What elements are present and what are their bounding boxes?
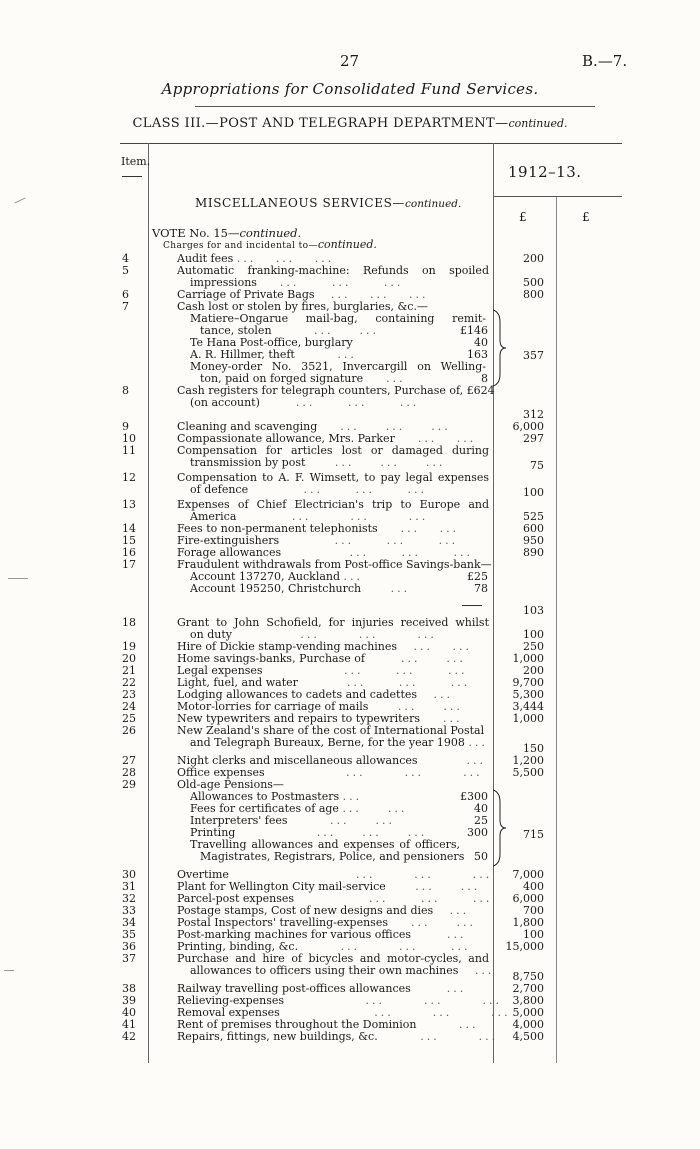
item-description: Forage allowances ... ... ... [177, 546, 474, 559]
currency-symbol-total: £ [582, 210, 590, 224]
sub-item: Account 195250, Christchurch ... [190, 582, 411, 595]
item-description: Cleaning and scavenging ... ... ... [177, 420, 451, 433]
item-amount: 1,200 [512, 754, 544, 767]
item-description-cont: impressions ... ... ... [190, 276, 404, 289]
margin-mark [8, 578, 28, 579]
item-number: 22 [122, 676, 136, 689]
item-amount: 100 [523, 486, 544, 499]
item-description: Light, fuel, and water ... ... ... [177, 676, 471, 689]
item-number: 7 [122, 300, 129, 313]
item-number: 18 [122, 616, 136, 629]
sub-amount: £300 [460, 790, 488, 803]
item-description: Printing, binding, &c. ... ... ... [177, 940, 471, 953]
item-number: 21 [122, 664, 136, 677]
item-number: 14 [122, 522, 136, 535]
sub-item: Travelling allowances and expenses of officers, [190, 838, 460, 851]
item-amount: 500 [523, 276, 544, 289]
item-description: Purchase and hire of bicycles and motor-cycles, and [177, 952, 489, 965]
item-description: Automatic franking-machine: Refunds on spoiled [177, 264, 489, 277]
item-description: Repairs, fittings, new buildings, &c. ... ... [177, 1030, 499, 1043]
sub-item: Allowances to Postmasters ... [190, 790, 363, 803]
item-number: 13 [122, 498, 136, 511]
item-amount: 4,000 [512, 1018, 544, 1031]
item-description: Relieving-expenses ... ... ... [177, 994, 502, 1007]
item-number: 42 [122, 1030, 136, 1043]
item-amount: 4,500 [512, 1030, 544, 1043]
item-number: 26 [122, 724, 136, 737]
sub-amount: 78 [474, 582, 488, 595]
item-number: 6 [122, 288, 129, 301]
item-description: Compensation for articles lost or damaged during [177, 444, 489, 457]
item-number: 11 [122, 444, 136, 457]
item-amount: 6,000 [512, 420, 544, 433]
item-amount: 75 [530, 459, 544, 472]
sub-item: Interpreters' fees ... ... [190, 814, 395, 827]
vote-heading-text: VOTE No. 15— [152, 226, 240, 240]
item-number: 38 [122, 982, 136, 995]
item-description: Fire-extinguishers ... ... ... [177, 534, 459, 547]
item-number: 15 [122, 534, 136, 547]
item-number: 40 [122, 1006, 136, 1019]
charges-heading-text: Charges for and incidental to— [163, 241, 318, 251]
item-description-cont: (on account) ... ... ... [190, 396, 420, 409]
item-number: 4 [122, 252, 129, 265]
charges-heading [163, 238, 377, 251]
item-amount: 250 [523, 640, 544, 653]
item-amount: 1,000 [512, 712, 544, 725]
item-number: 25 [122, 712, 136, 725]
item-description: Old-age Pensions— [177, 778, 284, 791]
item-amount: 890 [523, 546, 544, 559]
item-description: Audit fees ... ... ... [177, 252, 335, 265]
item-description: Railway travelling post-offices allowances ... [177, 982, 467, 995]
item-amount: 103 [523, 604, 544, 617]
section-title [195, 196, 461, 210]
item-description: Fraudulent withdrawals from Post-office Savings-bank— [177, 558, 492, 571]
item-amount: 600 [523, 522, 544, 535]
item-description: Compassionate allowance, Mrs. Parker ... ... [177, 432, 477, 445]
item-amount: 100 [523, 628, 544, 641]
item-description-cont: allowances to officers using their own machines ... [190, 964, 495, 977]
item-number: 20 [122, 652, 136, 665]
item-amount: 400 [523, 880, 544, 893]
item-number: 16 [122, 546, 136, 559]
item-amount: 800 [523, 288, 544, 301]
total-column-rule [556, 197, 557, 1063]
item-description: Legal expenses ... ... ... [177, 664, 468, 677]
item-amount: 700 [523, 904, 544, 917]
item-number: 34 [122, 916, 136, 929]
item-amount: 7,000 [512, 868, 544, 881]
charges-heading-continued: continued. [317, 238, 377, 251]
item-description: Postage stamps, Cost of new designs and dies ... [177, 904, 470, 917]
item-amount: 9,700 [512, 676, 544, 689]
item-amount: 2,700 [512, 982, 544, 995]
item-amount: 1,800 [512, 916, 544, 929]
item-number: 17 [122, 558, 136, 571]
item-description: New Zealand's share of the cost of International Postal [177, 724, 485, 737]
item-description: Cash lost or stolen by fires, burglaries, &c.— [177, 300, 428, 313]
item-amount: 297 [523, 432, 544, 445]
item-number: 39 [122, 994, 136, 1007]
item-number: 41 [122, 1018, 136, 1031]
subtotal-rule [462, 605, 482, 606]
item-amount: 525 [523, 510, 544, 523]
page-title: Appropriations for Consolidated Fund Services. [161, 80, 539, 98]
item-number: 8 [122, 384, 129, 397]
sub-item: Fees for certificates of age ... ... [190, 802, 408, 815]
year-header-rule [493, 196, 622, 197]
item-number: 31 [122, 880, 136, 893]
section-title-text: MISCELLANEOUS SERVICES— [195, 196, 405, 210]
item-amount: 5,500 [512, 766, 544, 779]
sub-amount: £25 [467, 570, 488, 583]
sub-item-cont: ton, paid on forged signature ... [200, 372, 406, 385]
item-description: Hire of Dickie stamp-vending machines ... ... [177, 640, 473, 653]
document-reference: B.—7. [582, 52, 628, 70]
item-description: Night clerks and miscellaneous allowances ... [177, 754, 486, 767]
item-description-cont: and Telegraph Bureaux, Berne, for the year 1908 ... [190, 736, 488, 749]
item-number: 27 [122, 754, 136, 767]
item-number: 35 [122, 928, 136, 941]
currency-symbol-amount: £ [519, 210, 527, 224]
item-description-cont: transmission by post ... ... ... [190, 456, 446, 469]
sub-amount: 50 [474, 850, 488, 863]
sub-amount: 163 [467, 348, 488, 361]
item-number: 9 [122, 420, 129, 433]
item-amount: 1,000 [512, 652, 544, 665]
sub-item-cont: Magistrates, Registrars, Police, and pensioners [200, 850, 465, 863]
item-description: Lodging allowances to cadets and cadettes ... [177, 688, 454, 701]
sub-item: Account 137270, Auckland ... [190, 570, 364, 583]
item-amount: 3,444 [512, 700, 544, 713]
sub-amount: 40 [474, 336, 488, 349]
item-amount: 200 [523, 252, 544, 265]
item-description: Office expenses ... ... ... [177, 766, 483, 779]
item-number: 19 [122, 640, 136, 653]
section-title-continued: continued. [405, 198, 462, 210]
item-description: Removal expenses ... ... ... [177, 1006, 511, 1019]
item-amount: 200 [523, 664, 544, 677]
item-amount: 8,750 [512, 970, 544, 983]
sub-item: Printing ... ... ... [190, 826, 428, 839]
item-column-header: Item. [121, 155, 151, 168]
page-number: 27 [340, 52, 360, 70]
item-description: Plant for Wellington City mail-service ... ... [177, 880, 481, 893]
sub-item: Matiere–Ongarue mail-bag, containing remit- [190, 312, 486, 325]
item-description-cont: of defence ... ... ... [190, 483, 427, 496]
item-description: Fees to non-permanent telephonists ... ... [177, 522, 460, 535]
class-heading-text: CLASS III.—POST AND TELEGRAPH DEPARTMENT— [132, 116, 509, 131]
item-description: Post-marking machines for various offices ... [177, 928, 467, 941]
item-amount: 15,000 [505, 940, 544, 953]
sub-item: Te Hana Post-office, burglary [190, 336, 353, 349]
item-description-cont: on duty ... ... ... [190, 628, 437, 641]
sub-amount: £146 [460, 324, 488, 337]
item-number: 24 [122, 700, 136, 713]
table-top-rule [120, 143, 622, 144]
sub-amount: 300 [467, 826, 488, 839]
amount-column-rule [493, 143, 494, 1063]
item-header-underline [122, 176, 142, 177]
class-heading-continued: continued. [508, 117, 568, 130]
vote-heading-continued: continued. [239, 226, 302, 240]
sub-amount: 8 [481, 372, 488, 385]
item-number: 23 [122, 688, 136, 701]
item-number: 37 [122, 952, 136, 965]
item-description: Grant to John Schofield, for injuries received whilst [177, 616, 489, 629]
item-description-cont: America ... ... ... [190, 510, 429, 523]
item-amount: 100 [523, 928, 544, 941]
item-description: Home savings-banks, Purchase of ... ... [177, 652, 466, 665]
item-number: 28 [122, 766, 136, 779]
item-amount: 150 [523, 742, 544, 755]
sub-amount: 25 [474, 814, 488, 827]
margin-mark [4, 970, 14, 971]
title-rule [195, 106, 595, 107]
item-description: Cash registers for telegraph counters, Purchase of, £624 [177, 384, 495, 397]
item-description: New typewriters and repairs to typewriters ... [177, 712, 463, 725]
item-description: Parcel-post expenses ... ... ... [177, 892, 493, 905]
item-amount: 357 [523, 349, 544, 362]
item-amount: 5,000 [512, 1006, 544, 1019]
item-number: 33 [122, 904, 136, 917]
margin-mark [14, 198, 25, 204]
item-amount: 950 [523, 534, 544, 547]
item-number: 32 [122, 892, 136, 905]
item-amount: 312 [523, 408, 544, 421]
item-description: Rent of premises throughout the Dominion ... [177, 1018, 479, 1031]
item-number: 10 [122, 432, 136, 445]
item-amount: 5,300 [512, 688, 544, 701]
item-number: 29 [122, 778, 136, 791]
item-number: 5 [122, 264, 129, 277]
class-heading [0, 116, 700, 131]
item-amount: 6,000 [512, 892, 544, 905]
item-description: Compensation to A. F. Wimsett, to pay legal expenses [177, 471, 489, 484]
item-amount: 715 [523, 828, 544, 841]
item-description: Postal Inspectors' travelling-expenses ... ... [177, 916, 476, 929]
item-description: Expenses of Chief Electrician's trip to Europe and [177, 498, 489, 511]
sub-item: A. R. Hillmer, theft ... [190, 348, 357, 361]
sub-amount: 40 [474, 802, 488, 815]
sub-item: Money-order No. 3521, Invercargill on Welling- [190, 360, 486, 373]
sub-item-cont: tance, stolen ... ... [200, 324, 379, 337]
item-number: 30 [122, 868, 136, 881]
item-column-rule [148, 143, 149, 1063]
item-description: Motor-lorries for carriage of mails ... ... [177, 700, 463, 713]
item-number: 36 [122, 940, 136, 953]
item-description: Overtime ... ... ... [177, 868, 493, 881]
item-number: 12 [122, 471, 136, 484]
item-description: Carriage of Private Bags ... ... ... [177, 288, 429, 301]
item-amount: 3,800 [512, 994, 544, 1007]
year-header: 1912–13. [508, 163, 582, 181]
brace-icon [491, 308, 509, 388]
